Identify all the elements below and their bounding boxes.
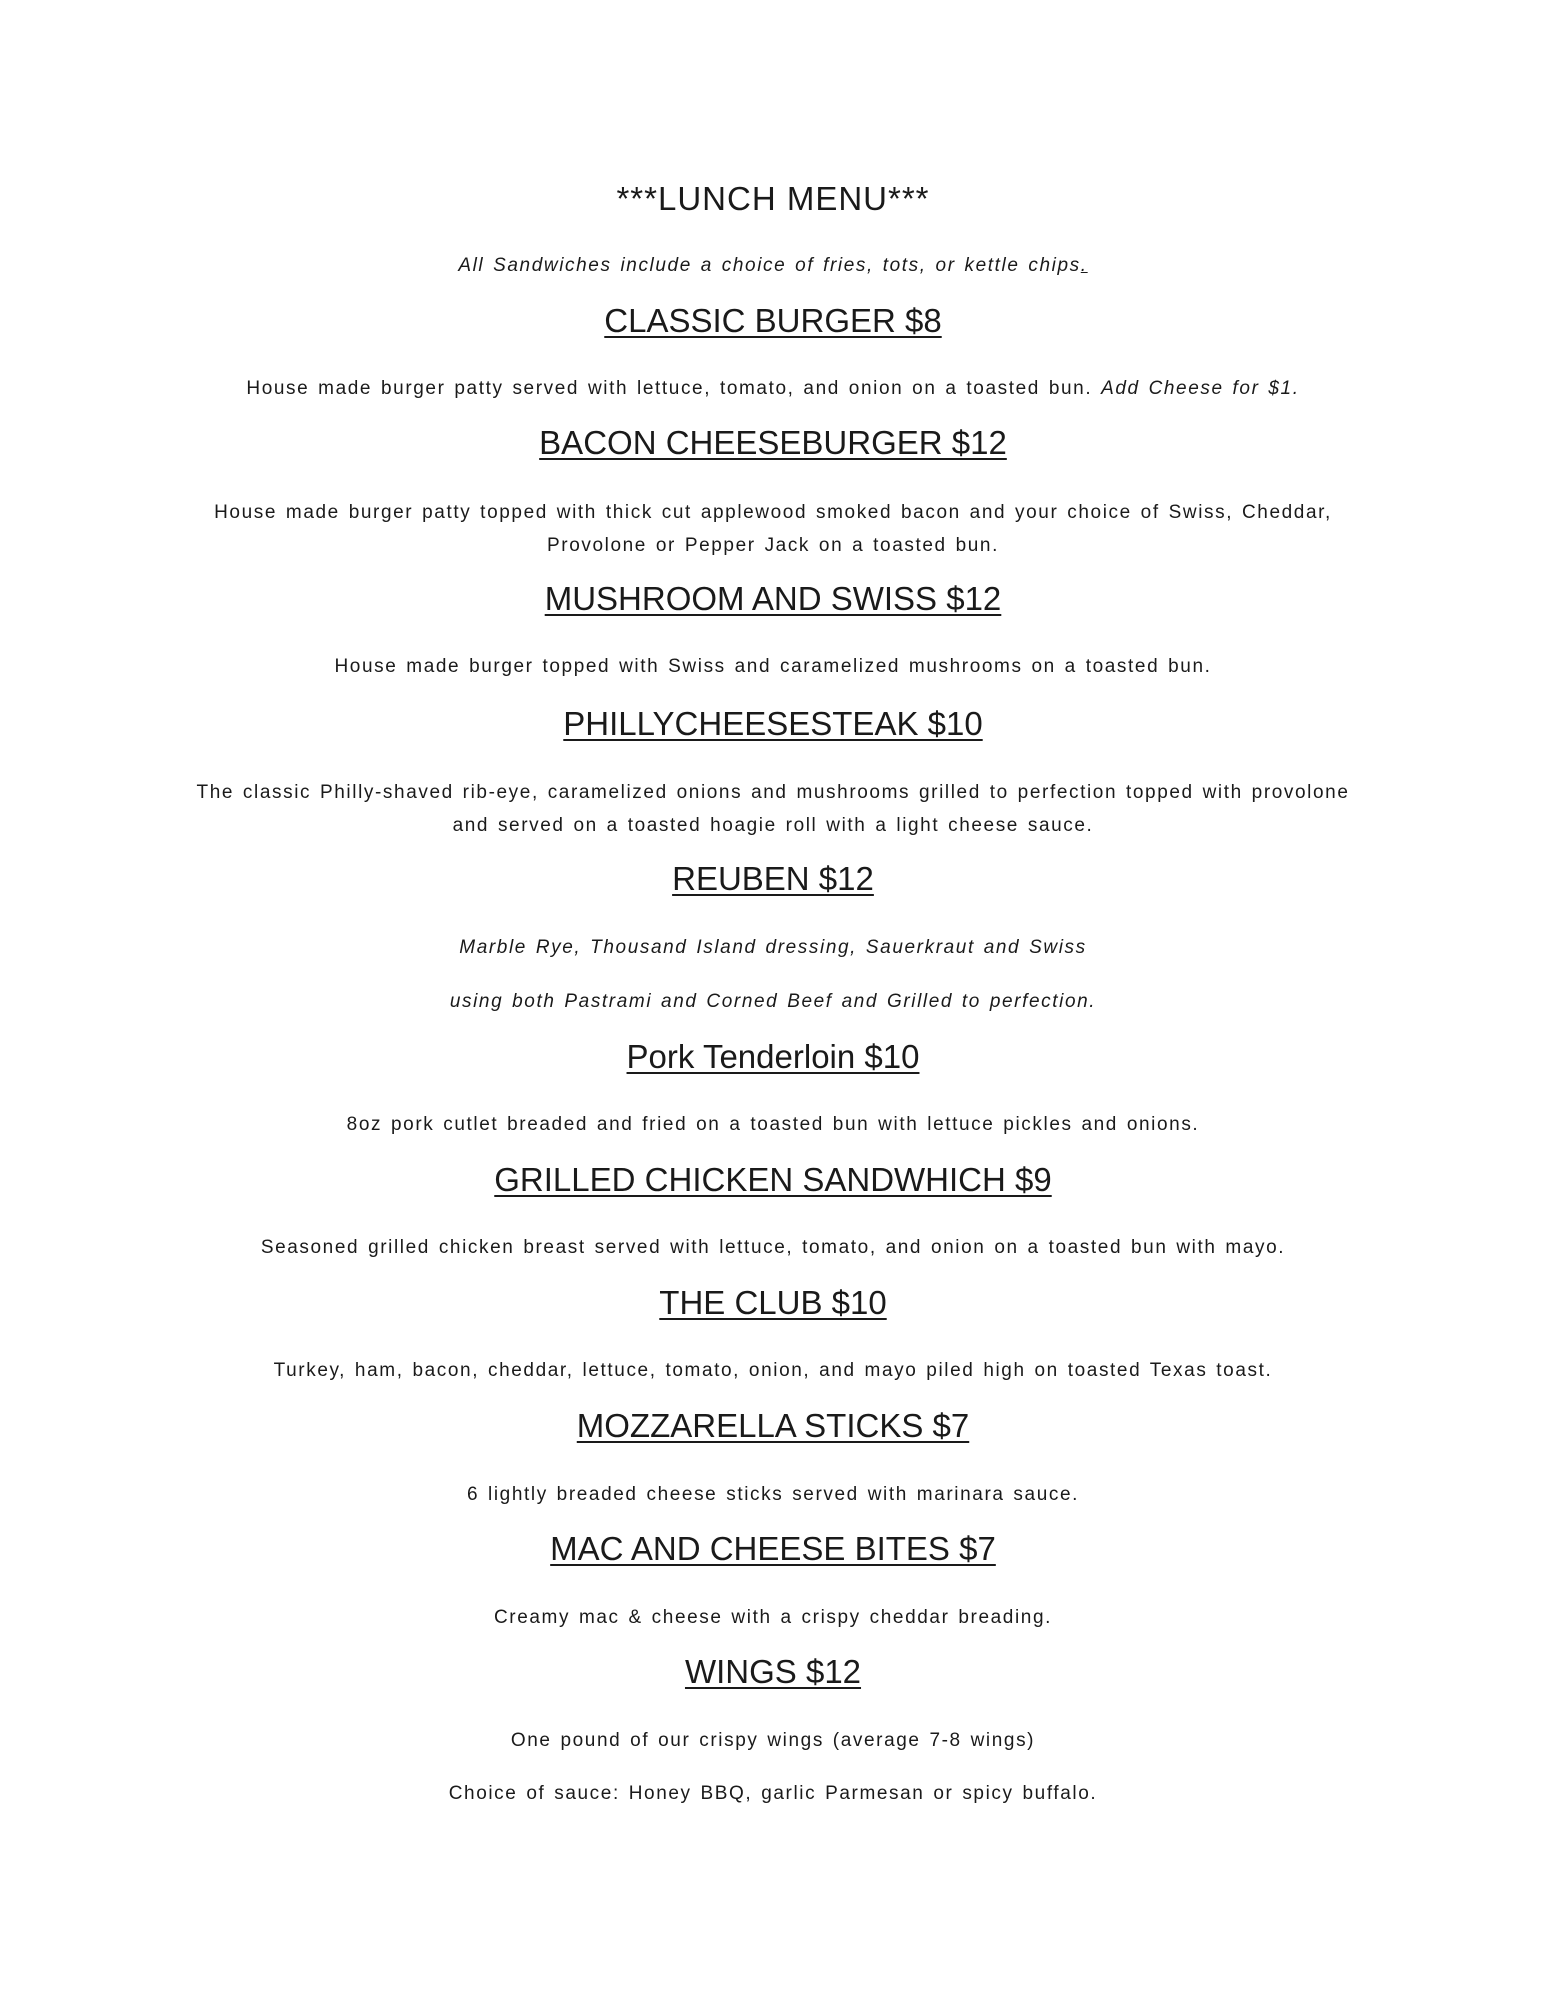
item-desc-the-club: Turkey, ham, bacon, cheddar, lettuce, tomato, onion, and mayo piled high on toasted Texas toast. [273, 1360, 1273, 1381]
item-heading-philly-cheesesteak: PHILLYCHEESESTEAK $10 [563, 705, 983, 742]
item-heading-grilled-chicken: GRILLED CHICKEN SANDWHICH $9 [494, 1161, 1052, 1198]
item-desc-grilled-chicken: Seasoned grilled chicken breast served with lettuce, tomato, and onion on a toasted bun with mayo. [260, 1237, 1286, 1258]
item-desc-wings-line2: Choice of sauce: Honey BBQ, garlic Parmesan or spicy buffalo. [448, 1783, 1098, 1804]
item-desc-wings-line1: One pound of our crispy wings (average 7-8 wings) [510, 1730, 1036, 1751]
item-heading-mac-cheese-bites: MAC AND CHEESE BITES $7 [550, 1530, 996, 1567]
item-desc-mac-cheese-bites: Creamy mac & cheese with a crispy cheddar breading. [493, 1607, 1053, 1628]
item-heading-wings: WINGS $12 [684, 1653, 862, 1690]
item-desc-pork-tenderloin: 8oz pork cutlet breaded and fried on a toasted bun with lettuce pickles and onions. [346, 1114, 1200, 1135]
item-desc-reuben-line2: using both Pastrami and Corned Beef and Grilled to perfection. [449, 991, 1097, 1012]
item-heading-bacon-cheeseburger: BACON CHEESEBURGER $12 [539, 424, 1007, 461]
item-heading-pork-tenderloin: Pork Tenderloin $10 [626, 1038, 920, 1075]
item-desc-mushroom-swiss: House made burger topped with Swiss and caramelized mushrooms on a toasted bun. [334, 656, 1212, 677]
item-desc-mozzarella-sticks: 6 lightly breaded cheese sticks served with marinara sauce. [466, 1484, 1080, 1505]
item-heading-classic-burger: CLASSIC BURGER $8 [604, 302, 942, 339]
item-heading-reuben: REUBEN $12 [672, 860, 874, 897]
item-desc-reuben-line1: Marble Rye, Thousand Island dressing, Sauerkraut and Swiss [459, 937, 1087, 958]
item-desc-philly-line1: The classic Philly-shaved rib-eye, caramelized onions and mushrooms grilled to perfection topped with provolone [196, 782, 1350, 803]
item-heading-the-club: THE CLUB $10 [659, 1284, 887, 1321]
item-heading-mushroom-swiss: MUSHROOM AND SWISS $12 [544, 580, 1002, 617]
menu-subtitle: All Sandwiches include a choice of fries, tots, or kettle chips. [458, 255, 1088, 276]
item-desc-philly-line2: and served on a toasted hoagie roll with a light cheese sauce. [452, 815, 1094, 836]
item-desc-bacon-cheeseburger-line2: Provolone or Pepper Jack on a toasted bun. [547, 535, 999, 556]
item-heading-mozzarella-sticks: MOZZARELLA STICKS $7 [576, 1407, 970, 1444]
item-desc-classic-burger: House made burger patty served with lettuce, tomato, and onion on a toasted bun. Add Cheese for $1. [246, 378, 1300, 399]
page-title: ***LUNCH MENU*** [616, 180, 930, 217]
item-desc-bacon-cheeseburger-line1: House made burger patty topped with thick cut applewood smoked bacon and your choice of Swiss, Cheddar, [214, 502, 1332, 523]
